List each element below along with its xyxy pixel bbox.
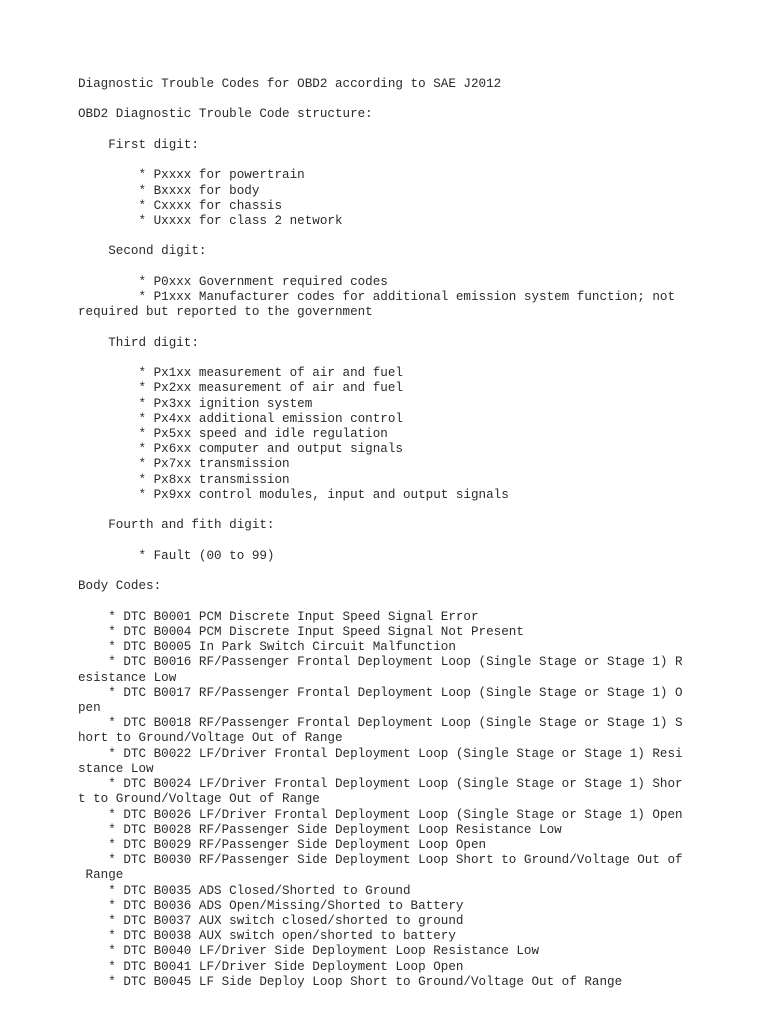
blank-line xyxy=(78,534,718,549)
text-line: OBD2 Diagnostic Trouble Code structure: xyxy=(78,107,373,122)
text-line: esistance Low xyxy=(78,670,177,685)
blank-line xyxy=(78,153,718,168)
text-line: * Px2xx measurement of air and fuel xyxy=(78,381,403,396)
text-line: Diagnostic Trouble Codes for OBD2 according to SAE J2012 xyxy=(78,77,502,91)
text-line: * DTC B0018 RF/Passenger Frontal Deployment Loop (Single Stage or Stage 1) S xyxy=(78,716,683,731)
blank-line xyxy=(78,594,718,609)
blank-line xyxy=(78,321,718,336)
text-line: Body Codes: xyxy=(78,579,162,594)
text-line: * Uxxxx for class 2 network xyxy=(78,213,343,228)
text-line: * DTC B0026 LF/Driver Frontal Deployment Loop (Single Stage or Stage 1) Open xyxy=(78,807,683,822)
text-line: * DTC B0036 ADS Open/Missing/Shorted to Battery xyxy=(78,898,464,913)
text-line: * Px7xx transmission xyxy=(78,457,290,472)
text-line: required but reported to the government xyxy=(78,305,373,320)
text-line: * DTC B0035 ADS Closed/Shorted to Ground xyxy=(78,883,411,898)
text-line: First digit: xyxy=(78,137,199,152)
text-line: * DTC B0037 AUX switch closed/shorted to ground xyxy=(78,914,464,929)
text-line: * DTC B0001 PCM Discrete Input Speed Signal Error xyxy=(78,609,479,624)
text-line: Third digit: xyxy=(78,335,199,350)
text-line: * DTC B0017 RF/Passenger Frontal Deployment Loop (Single Stage or Stage 1) O xyxy=(78,685,683,700)
blank-line xyxy=(78,229,718,244)
text-line: * Px3xx ignition system xyxy=(78,396,313,411)
text-line: * DTC B0030 RF/Passenger Side Deployment Loop Short to Ground/Voltage Out of xyxy=(78,853,683,868)
text-line: Second digit: xyxy=(78,244,207,259)
text-line: * DTC B0004 PCM Discrete Input Speed Signal Not Present xyxy=(78,624,524,639)
text-line: stance Low xyxy=(78,761,154,776)
blank-line xyxy=(78,351,718,366)
text-line: t to Ground/Voltage Out of Range xyxy=(78,792,320,807)
text-line: * Px1xx measurement of air and fuel xyxy=(78,366,403,381)
text-line: * DTC B0024 LF/Driver Frontal Deployment Loop (Single Stage or Stage 1) Shor xyxy=(78,777,683,792)
text-line: pen xyxy=(78,700,101,715)
text-line: * Px5xx speed and idle regulation xyxy=(78,427,388,442)
text-line: * DTC B0022 LF/Driver Frontal Deployment Loop (Single Stage or Stage 1) Resi xyxy=(78,746,683,761)
document-text xyxy=(78,77,718,990)
text-line: * P1xxx Manufacturer codes for additional emission system function; not xyxy=(78,290,676,305)
text-line: * Px4xx additional emission control xyxy=(78,411,403,426)
text-line: * Cxxxx for chassis xyxy=(78,198,283,213)
text-line: * DTC B0005 In Park Switch Circuit Malfunction xyxy=(78,640,456,655)
text-line: * Bxxxx for body xyxy=(78,183,260,198)
text-line: * Px8xx transmission xyxy=(78,472,290,487)
text-line: * Px6xx computer and output signals xyxy=(78,442,403,457)
blank-line xyxy=(78,123,718,138)
text-line: * P0xxx Government required codes xyxy=(78,274,388,289)
text-line: * DTC B0016 RF/Passenger Frontal Deployment Loop (Single Stage or Stage 1) R xyxy=(78,655,683,670)
blank-line xyxy=(78,260,718,275)
blank-line xyxy=(78,503,718,518)
text-line: * Fault (00 to 99) xyxy=(78,548,275,563)
text-line: hort to Ground/Voltage Out of Range xyxy=(78,731,343,746)
text-line: * DTC B0045 LF Side Deploy Loop Short to Ground/Voltage Out of Range xyxy=(78,974,623,989)
text-line: * DTC B0038 AUX switch open/shorted to battery xyxy=(78,929,456,944)
text-line: * Px9xx control modules, input and output signals xyxy=(78,487,509,502)
text-line: * Pxxxx for powertrain xyxy=(78,168,305,183)
text-line: * DTC B0041 LF/Driver Side Deployment Loop Open xyxy=(78,959,464,974)
blank-line xyxy=(78,92,718,107)
text-line: Fourth and fith digit: xyxy=(78,518,275,533)
text-line: * DTC B0029 RF/Passenger Side Deployment Loop Open xyxy=(78,837,487,852)
text-line: * DTC B0040 LF/Driver Side Deployment Loop Resistance Low xyxy=(78,944,540,959)
text-line: * DTC B0028 RF/Passenger Side Deployment Loop Resistance Low xyxy=(78,822,562,837)
text-line: Range xyxy=(78,868,124,883)
blank-line xyxy=(78,564,718,579)
